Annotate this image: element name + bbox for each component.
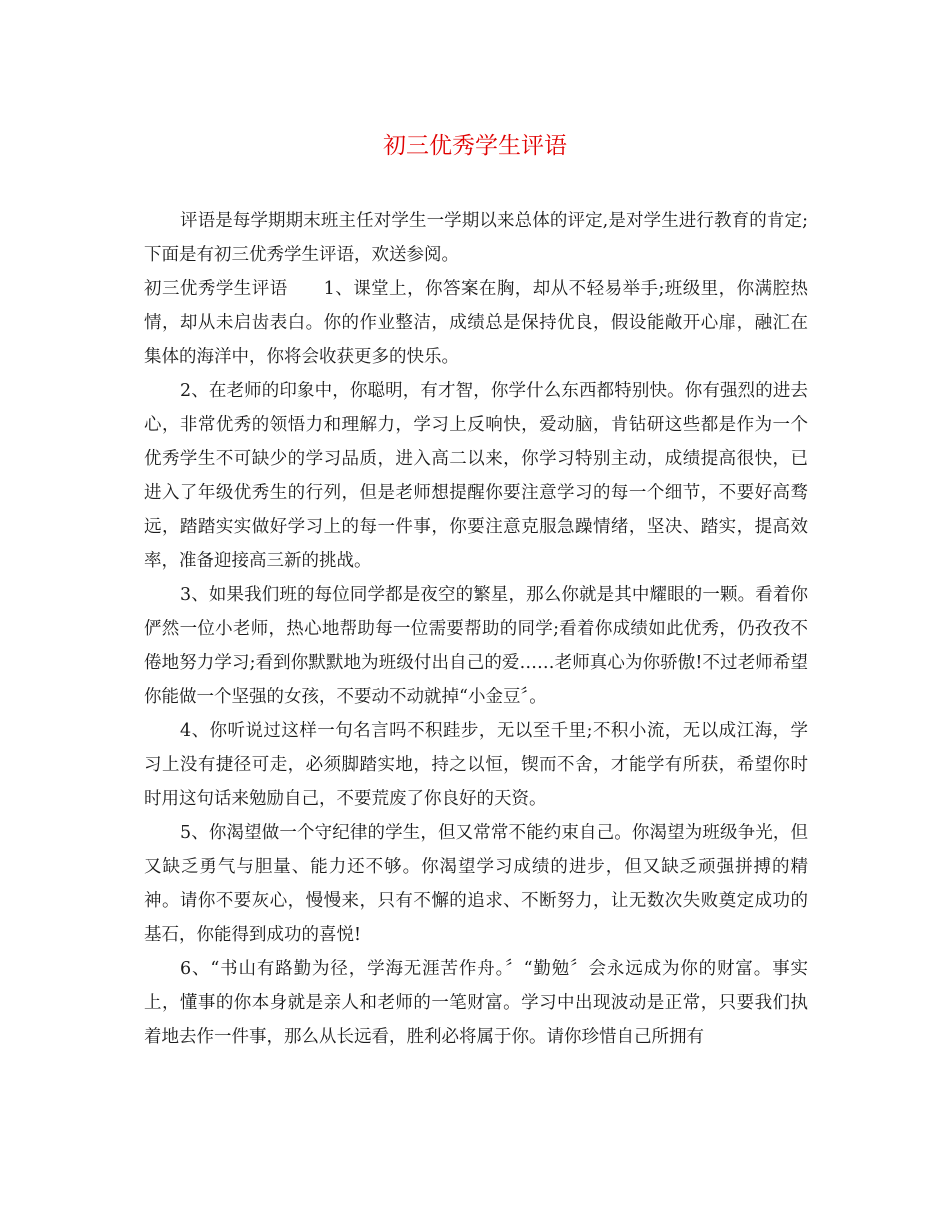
intro-paragraph: 评语是每学期期末班主任对学生一学期以来总体的评定,是对学生进行教育的肯定;下面是有初三优秀学生评语，欢送参阅。 (144, 211, 808, 265)
document-body (144, 204, 808, 1054)
comment-paragraph-3: 3、如果我们班的每位同学都是夜空的繁星，那么你就是其中耀眼的一颗。看着你俨然一位小老师，热心地帮助每一位需要帮助的同学;看着你成绩如此优秀，仍孜孜不倦地努力学习;看到你默默地为班级付出自己的爱……老师真心为你骄傲!不过老师希望你能做一个坚强的女孩，不要动不动就掉“小金豆〞。 (144, 585, 808, 707)
comment-paragraph-4: 4、你听说过这样一句名言吗不积跬步，无以至千里;不积小流，无以成江海，学习上没有捷径可走，必须脚踏实地，持之以恒，锲而不舍，才能学有所获，希望你时时用这句话来勉励自己，不要荒废了你良好的天资。 (144, 721, 808, 809)
section-heading: 初三优秀学生评语 (144, 279, 288, 299)
comment-paragraph-1 (144, 272, 808, 374)
document-title: 初三优秀学生评语 (383, 133, 567, 159)
comment-paragraph-6: 6、“书山有路勤为径，学海无涯苦作舟。〞“勤勉〞会永远成为你的财富。事实上，懂事的你本身就是亲人和老师的一笔财富。学习中出现波动是正常，只要我们执着地去作一件事，那么从长远看，胜利必将属于你。请你珍惜自己所拥有 (144, 959, 808, 1047)
comment-paragraph-2: 2、在老师的印象中，你聪明，有才智，你学什么东西都特别快。你有强烈的进去心，非常优秀的领悟力和理解力，学习上反响快，爱动脑，肯钻研这些都是作为一个优秀学生不可缺少的学习品质，进入高二以来，你学习特别主动，成绩提高很快，已进入了年级优秀生的行列，但是老师想提醒你要注意学习的每一个细节，不要好高骛远，踏踏实实做好学习上的每一件事，你要注意克服急躁情绪，坚决、踏实，提高效率，准备迎接高三新的挑战。 (144, 381, 808, 571)
comment-text-1: 1、课堂上，你答案在胸，却从不轻易举手;班级里，你满腔热情，却从未启齿表白。你的作业整洁，成绩总是保持优良，假设能敞开心扉，融汇在集体的海洋中，你将会收获更多的快乐。 (144, 279, 809, 367)
comment-paragraph-5: 5、你渴望做一个守纪律的学生，但又常常不能约束自己。你渴望为班级争光，但又缺乏勇气与胆量、能力还不够。你渴望学习成绩的进步，但又缺乏顽强拼搏的精神。请你不要灰心，慢慢来，只有不懈的追求、不断努力，让无数次失败奠定成功的基石，你能得到成功的喜悦! (144, 823, 808, 945)
